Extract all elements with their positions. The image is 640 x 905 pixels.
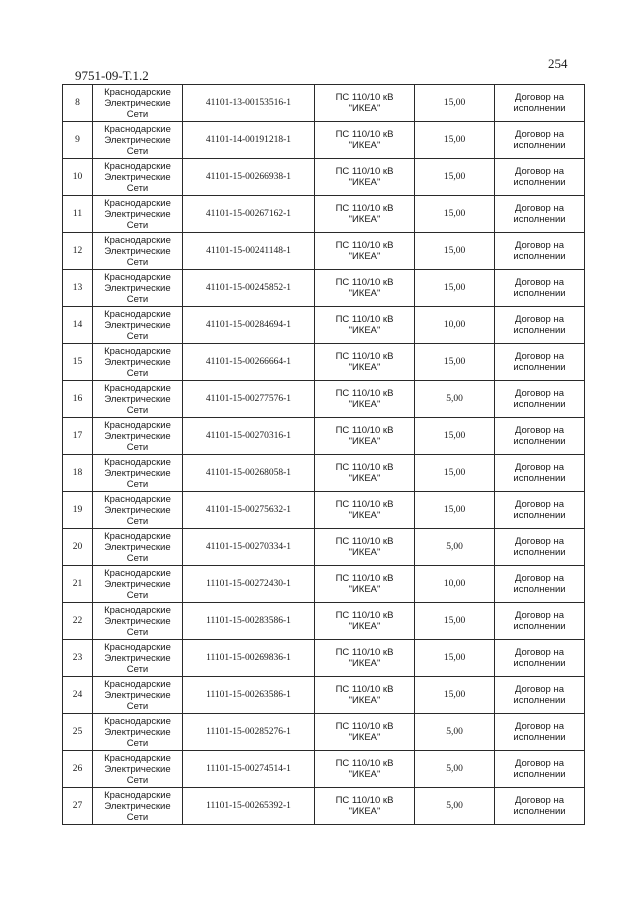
organization-cell	[93, 418, 183, 455]
application-number-cell: 11101-15-00265392-1	[183, 788, 315, 825]
substation-line: ПС 110/10 кВ	[335, 573, 394, 584]
substation-cell	[315, 640, 415, 677]
contract-status-line: исполнении	[513, 362, 566, 373]
row-number-cell: 14	[63, 307, 93, 344]
substation-line: "ИКЕА"	[348, 325, 381, 336]
organization-cell	[93, 455, 183, 492]
contract-status-line: Договор на	[514, 129, 565, 140]
row-number-cell: 9	[63, 122, 93, 159]
table-row	[63, 122, 585, 159]
organization-line: Краснодарские	[104, 382, 171, 394]
application-number-cell: 41101-15-00267162-1	[183, 196, 315, 233]
organization-cell	[93, 159, 183, 196]
row-number-cell: 16	[63, 381, 93, 418]
row-number-cell: 21	[63, 566, 93, 603]
contract-status-line: исполнении	[513, 288, 566, 299]
table-row	[63, 455, 585, 492]
contract-status-line: исполнении	[513, 695, 566, 706]
contract-status-cell	[495, 529, 585, 566]
substation-cell	[315, 529, 415, 566]
organization-line: Сети	[126, 663, 149, 675]
substation-line: ПС 110/10 кВ	[335, 721, 394, 732]
organization-line: Электрические	[104, 726, 171, 738]
substation-cell	[315, 85, 415, 122]
row-number-cell: 27	[63, 788, 93, 825]
power-cell: 15,00	[415, 233, 495, 270]
organization-line: Сети	[126, 478, 149, 490]
table-row	[63, 751, 585, 788]
application-number-cell: 41101-15-00284694-1	[183, 307, 315, 344]
contract-status-cell	[495, 307, 585, 344]
organization-line: Сети	[126, 330, 149, 342]
power-cell: 15,00	[415, 196, 495, 233]
organization-line: Краснодарские	[104, 271, 171, 283]
substation-line: ПС 110/10 кВ	[335, 499, 394, 510]
organization-line: Электрические	[104, 615, 171, 627]
organization-line: Сети	[126, 589, 149, 601]
substation-cell	[315, 122, 415, 159]
substation-line: "ИКЕА"	[348, 621, 381, 632]
substation-cell	[315, 788, 415, 825]
row-number-cell: 26	[63, 751, 93, 788]
contract-status-line: исполнении	[513, 214, 566, 225]
organization-line: Краснодарские	[104, 419, 171, 431]
substation-line: "ИКЕА"	[348, 695, 381, 706]
row-number-cell: 8	[63, 85, 93, 122]
substation-line: "ИКЕА"	[348, 473, 381, 484]
organization-line: Электрические	[104, 282, 171, 294]
organization-cell	[93, 603, 183, 640]
organization-cell	[93, 492, 183, 529]
substation-line: ПС 110/10 кВ	[335, 684, 394, 695]
substation-line: ПС 110/10 кВ	[335, 129, 394, 140]
organization-line: Сети	[126, 182, 149, 194]
organization-cell	[93, 566, 183, 603]
substation-line: "ИКЕА"	[348, 177, 381, 188]
organization-line: Сети	[126, 108, 149, 120]
contract-status-line: Договор на	[514, 684, 565, 695]
substation-cell	[315, 344, 415, 381]
organization-line: Краснодарские	[104, 530, 171, 542]
row-number-cell: 19	[63, 492, 93, 529]
power-cell: 10,00	[415, 307, 495, 344]
row-number-cell: 22	[63, 603, 93, 640]
organization-cell	[93, 344, 183, 381]
organization-line: Краснодарские	[104, 308, 171, 320]
organization-line: Краснодарские	[104, 456, 171, 468]
substation-line: ПС 110/10 кВ	[335, 462, 394, 473]
application-number-cell: 41101-15-00270316-1	[183, 418, 315, 455]
organization-line: Краснодарские	[104, 197, 171, 209]
table-row	[63, 307, 585, 344]
contract-status-line: Договор на	[514, 647, 565, 658]
register-table	[62, 84, 585, 825]
organization-line: Сети	[126, 737, 149, 749]
contract-status-cell	[495, 122, 585, 159]
contract-status-line: Договор на	[514, 462, 565, 473]
application-number-cell: 11101-15-00283586-1	[183, 603, 315, 640]
organization-line: Краснодарские	[104, 123, 171, 135]
substation-line: ПС 110/10 кВ	[335, 203, 394, 214]
organization-line: Краснодарские	[104, 789, 171, 801]
contract-status-line: Договор на	[514, 203, 565, 214]
application-number-cell: 41101-15-00245852-1	[183, 270, 315, 307]
power-cell: 15,00	[415, 418, 495, 455]
contract-status-line: Договор на	[514, 573, 565, 584]
organization-line: Краснодарские	[104, 567, 171, 579]
organization-line: Электрические	[104, 208, 171, 220]
contract-status-line: Договор на	[514, 499, 565, 510]
substation-line: "ИКЕА"	[348, 658, 381, 669]
organization-line: Сети	[126, 515, 149, 527]
contract-status-cell	[495, 492, 585, 529]
substation-line: ПС 110/10 кВ	[335, 277, 394, 288]
application-number-cell: 41101-13-00153516-1	[183, 85, 315, 122]
contract-status-cell	[495, 751, 585, 788]
application-number-cell: 41101-14-00191218-1	[183, 122, 315, 159]
contract-status-line: Договор на	[514, 610, 565, 621]
organization-cell	[93, 233, 183, 270]
application-number-cell: 41101-15-00266938-1	[183, 159, 315, 196]
contract-status-line: Договор на	[514, 536, 565, 547]
contract-status-cell	[495, 640, 585, 677]
row-number-cell: 11	[63, 196, 93, 233]
page-number: 254	[548, 56, 568, 71]
organization-line: Электрические	[104, 393, 171, 405]
substation-cell	[315, 307, 415, 344]
contract-status-cell	[495, 85, 585, 122]
organization-cell	[93, 529, 183, 566]
substation-line: "ИКЕА"	[348, 214, 381, 225]
organization-line: Электрические	[104, 578, 171, 590]
row-number-cell: 12	[63, 233, 93, 270]
organization-cell	[93, 122, 183, 159]
organization-line: Электрические	[104, 319, 171, 331]
substation-line: ПС 110/10 кВ	[335, 388, 394, 399]
organization-line: Электрические	[104, 467, 171, 479]
organization-line: Электрические	[104, 356, 171, 368]
substation-cell	[315, 677, 415, 714]
organization-line: Краснодарские	[104, 641, 171, 653]
organization-cell	[93, 381, 183, 418]
substation-cell	[315, 751, 415, 788]
substation-line: "ИКЕА"	[348, 436, 381, 447]
table-row	[63, 566, 585, 603]
contract-status-line: Договор на	[514, 277, 565, 288]
power-cell: 10,00	[415, 566, 495, 603]
power-cell: 5,00	[415, 788, 495, 825]
table-row	[63, 677, 585, 714]
organization-line: Электрические	[104, 541, 171, 553]
contract-status-cell	[495, 714, 585, 751]
substation-line: ПС 110/10 кВ	[335, 92, 394, 103]
power-cell: 15,00	[415, 159, 495, 196]
organization-line: Краснодарские	[104, 752, 171, 764]
contract-status-line: исполнении	[513, 473, 566, 484]
contract-status-line: Договор на	[514, 795, 565, 806]
table-row	[63, 196, 585, 233]
row-number-cell: 15	[63, 344, 93, 381]
organization-line: Краснодарские	[104, 86, 171, 98]
substation-line: "ИКЕА"	[348, 140, 381, 151]
organization-cell	[93, 85, 183, 122]
contract-status-cell	[495, 566, 585, 603]
power-cell: 5,00	[415, 529, 495, 566]
table-row	[63, 85, 585, 122]
contract-status-line: исполнении	[513, 584, 566, 595]
substation-line: ПС 110/10 кВ	[335, 240, 394, 251]
table-row	[63, 492, 585, 529]
organization-line: Сети	[126, 256, 149, 268]
substation-line: ПС 110/10 кВ	[335, 610, 394, 621]
substation-line: "ИКЕА"	[348, 769, 381, 780]
application-number-cell: 41101-15-00268058-1	[183, 455, 315, 492]
substation-cell	[315, 381, 415, 418]
organization-line: Электрические	[104, 134, 171, 146]
application-number-cell: 11101-15-00285276-1	[183, 714, 315, 751]
contract-status-line: исполнении	[513, 732, 566, 743]
row-number-cell: 20	[63, 529, 93, 566]
row-number-cell: 18	[63, 455, 93, 492]
substation-line: ПС 110/10 кВ	[335, 351, 394, 362]
document-code: 9751-09-Т.1.2	[75, 68, 149, 83]
table-row	[63, 640, 585, 677]
organization-line: Сети	[126, 145, 149, 157]
organization-line: Краснодарские	[104, 345, 171, 357]
contract-status-line: Договор на	[514, 351, 565, 362]
contract-status-line: исполнении	[513, 621, 566, 632]
substation-line: "ИКЕА"	[348, 732, 381, 743]
contract-status-line: исполнении	[513, 547, 566, 558]
row-number-cell: 13	[63, 270, 93, 307]
organization-line: Сети	[126, 404, 149, 416]
organization-line: Краснодарские	[104, 715, 171, 727]
contract-status-line: Договор на	[514, 92, 565, 103]
application-number-cell: 11101-15-00274514-1	[183, 751, 315, 788]
substation-line: "ИКЕА"	[348, 806, 381, 817]
contract-status-cell	[495, 159, 585, 196]
substation-line: ПС 110/10 кВ	[335, 647, 394, 658]
organization-line: Электрические	[104, 430, 171, 442]
organization-line: Сети	[126, 700, 149, 712]
substation-line: ПС 110/10 кВ	[335, 166, 394, 177]
organization-line: Сети	[126, 219, 149, 231]
table-row	[63, 529, 585, 566]
contract-status-line: Договор на	[514, 314, 565, 325]
table-row	[63, 788, 585, 825]
contract-status-line: исполнении	[513, 177, 566, 188]
organization-line: Электрические	[104, 763, 171, 775]
power-cell: 15,00	[415, 603, 495, 640]
substation-line: "ИКЕА"	[348, 288, 381, 299]
organization-cell	[93, 714, 183, 751]
contract-status-line: исполнении	[513, 658, 566, 669]
contract-status-line: исполнении	[513, 399, 566, 410]
substation-line: "ИКЕА"	[348, 103, 381, 114]
contract-status-line: Договор на	[514, 240, 565, 251]
row-number-cell: 24	[63, 677, 93, 714]
power-cell: 5,00	[415, 714, 495, 751]
substation-cell	[315, 196, 415, 233]
substation-cell	[315, 233, 415, 270]
organization-cell	[93, 640, 183, 677]
substation-cell	[315, 159, 415, 196]
contract-status-cell	[495, 344, 585, 381]
contract-status-line: исполнении	[513, 769, 566, 780]
organization-line: Электрические	[104, 800, 171, 812]
contract-status-cell	[495, 418, 585, 455]
power-cell: 15,00	[415, 344, 495, 381]
table-row	[63, 159, 585, 196]
organization-line: Электрические	[104, 504, 171, 516]
contract-status-cell	[495, 270, 585, 307]
organization-line: Краснодарские	[104, 604, 171, 616]
organization-cell	[93, 307, 183, 344]
power-cell: 15,00	[415, 677, 495, 714]
substation-line: "ИКЕА"	[348, 362, 381, 373]
contract-status-cell	[495, 196, 585, 233]
substation-cell	[315, 492, 415, 529]
power-cell: 5,00	[415, 381, 495, 418]
contract-status-line: Договор на	[514, 425, 565, 436]
organization-line: Краснодарские	[104, 234, 171, 246]
contract-status-cell	[495, 603, 585, 640]
contract-status-line: исполнении	[513, 436, 566, 447]
power-cell: 15,00	[415, 85, 495, 122]
contract-status-line: исполнении	[513, 251, 566, 262]
application-number-cell: 41101-15-00277576-1	[183, 381, 315, 418]
table-row	[63, 344, 585, 381]
application-number-cell: 11101-15-00272430-1	[183, 566, 315, 603]
substation-line: ПС 110/10 кВ	[335, 536, 394, 547]
table-row	[63, 603, 585, 640]
contract-status-line: Договор на	[514, 758, 565, 769]
organization-line: Сети	[126, 626, 149, 638]
organization-line: Сети	[126, 552, 149, 564]
contract-status-cell	[495, 788, 585, 825]
substation-cell	[315, 455, 415, 492]
substation-line: "ИКЕА"	[348, 547, 381, 558]
substation-cell	[315, 714, 415, 751]
table-row	[63, 270, 585, 307]
substation-cell	[315, 603, 415, 640]
organization-line: Электрические	[104, 97, 171, 109]
table-row	[63, 381, 585, 418]
contract-status-line: исполнении	[513, 806, 566, 817]
row-number-cell: 10	[63, 159, 93, 196]
contract-status-cell	[495, 677, 585, 714]
application-number-cell: 41101-15-00241148-1	[183, 233, 315, 270]
substation-line: ПС 110/10 кВ	[335, 758, 394, 769]
application-number-cell: 11101-15-00269836-1	[183, 640, 315, 677]
table-row	[63, 714, 585, 751]
row-number-cell: 17	[63, 418, 93, 455]
organization-line: Краснодарские	[104, 678, 171, 690]
contract-status-line: исполнении	[513, 510, 566, 521]
contract-status-cell	[495, 381, 585, 418]
row-number-cell: 25	[63, 714, 93, 751]
substation-line: ПС 110/10 кВ	[335, 314, 394, 325]
table-row	[63, 233, 585, 270]
power-cell: 15,00	[415, 455, 495, 492]
substation-line: ПС 110/10 кВ	[335, 795, 394, 806]
contract-status-cell	[495, 233, 585, 270]
organization-cell	[93, 196, 183, 233]
contract-status-line: исполнении	[513, 140, 566, 151]
contract-status-line: Договор на	[514, 166, 565, 177]
application-number-cell: 41101-15-00275632-1	[183, 492, 315, 529]
contract-status-line: исполнении	[513, 325, 566, 336]
register-table-body	[63, 85, 585, 825]
power-cell: 15,00	[415, 492, 495, 529]
organization-line: Сети	[126, 367, 149, 379]
application-number-cell: 41101-15-00270334-1	[183, 529, 315, 566]
organization-line: Сети	[126, 293, 149, 305]
organization-line: Сети	[126, 774, 149, 786]
organization-cell	[93, 788, 183, 825]
power-cell: 15,00	[415, 640, 495, 677]
power-cell: 5,00	[415, 751, 495, 788]
organization-cell	[93, 270, 183, 307]
organization-line: Электрические	[104, 245, 171, 257]
contract-status-cell	[495, 455, 585, 492]
organization-line: Электрические	[104, 652, 171, 664]
substation-line: "ИКЕА"	[348, 399, 381, 410]
organization-cell	[93, 751, 183, 788]
power-cell: 15,00	[415, 270, 495, 307]
organization-cell	[93, 677, 183, 714]
substation-line: "ИКЕА"	[348, 251, 381, 262]
substation-line: "ИКЕА"	[348, 510, 381, 521]
substation-cell	[315, 566, 415, 603]
contract-status-line: Договор на	[514, 721, 565, 732]
organization-line: Краснодарские	[104, 493, 171, 505]
substation-cell	[315, 418, 415, 455]
power-cell: 15,00	[415, 122, 495, 159]
contract-status-line: Договор на	[514, 388, 565, 399]
organization-line: Электрические	[104, 689, 171, 701]
organization-line: Сети	[126, 441, 149, 453]
row-number-cell: 23	[63, 640, 93, 677]
organization-line: Электрические	[104, 171, 171, 183]
organization-line: Краснодарские	[104, 160, 171, 172]
substation-line: "ИКЕА"	[348, 584, 381, 595]
application-number-cell: 41101-15-00266664-1	[183, 344, 315, 381]
contract-status-line: исполнении	[513, 103, 566, 114]
organization-line: Сети	[126, 811, 149, 823]
substation-line: ПС 110/10 кВ	[335, 425, 394, 436]
application-number-cell: 11101-15-00263586-1	[183, 677, 315, 714]
table-row	[63, 418, 585, 455]
substation-cell	[315, 270, 415, 307]
